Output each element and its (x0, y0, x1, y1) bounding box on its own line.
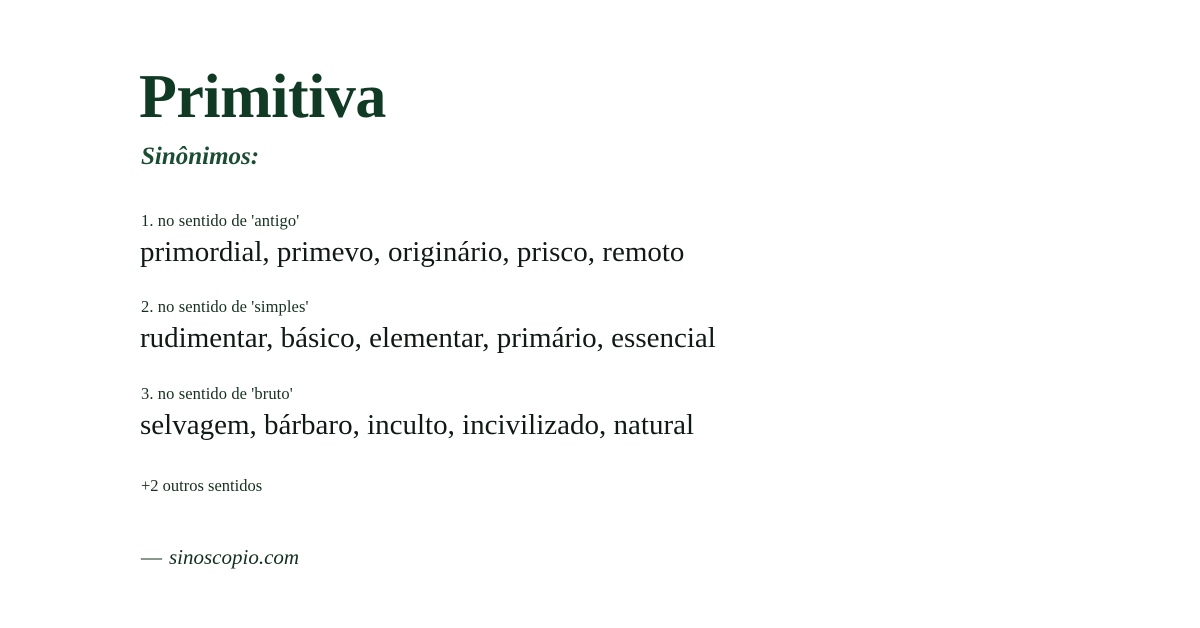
sense-label: 1. no sentido de 'antigo' (141, 211, 300, 230)
sense-words: primordial, primevo, originário, prisco, remoto (140, 236, 685, 268)
source-name: sinoscopio.com (169, 544, 300, 569)
more-senses-note: +2 outros sentidos (141, 475, 263, 495)
sense-item (139, 211, 1120, 270)
source-attribution (141, 545, 1120, 570)
sense-item (139, 384, 1120, 443)
sense-item (139, 297, 1120, 356)
sense-words: rudimentar, básico, elementar, primário, essencial (140, 322, 716, 355)
page-title: Primitiva (139, 63, 386, 131)
em-dash: — (141, 544, 162, 569)
sense-words: selvagem, bárbaro, inculto, incivilizado, natural (140, 408, 695, 441)
synonyms-heading: Sinônimos: (141, 143, 260, 170)
sense-label: 2. no sentido de 'simples' (141, 297, 309, 317)
sense-label: 3. no sentido de 'bruto' (141, 383, 293, 403)
senses-list (139, 211, 1120, 443)
